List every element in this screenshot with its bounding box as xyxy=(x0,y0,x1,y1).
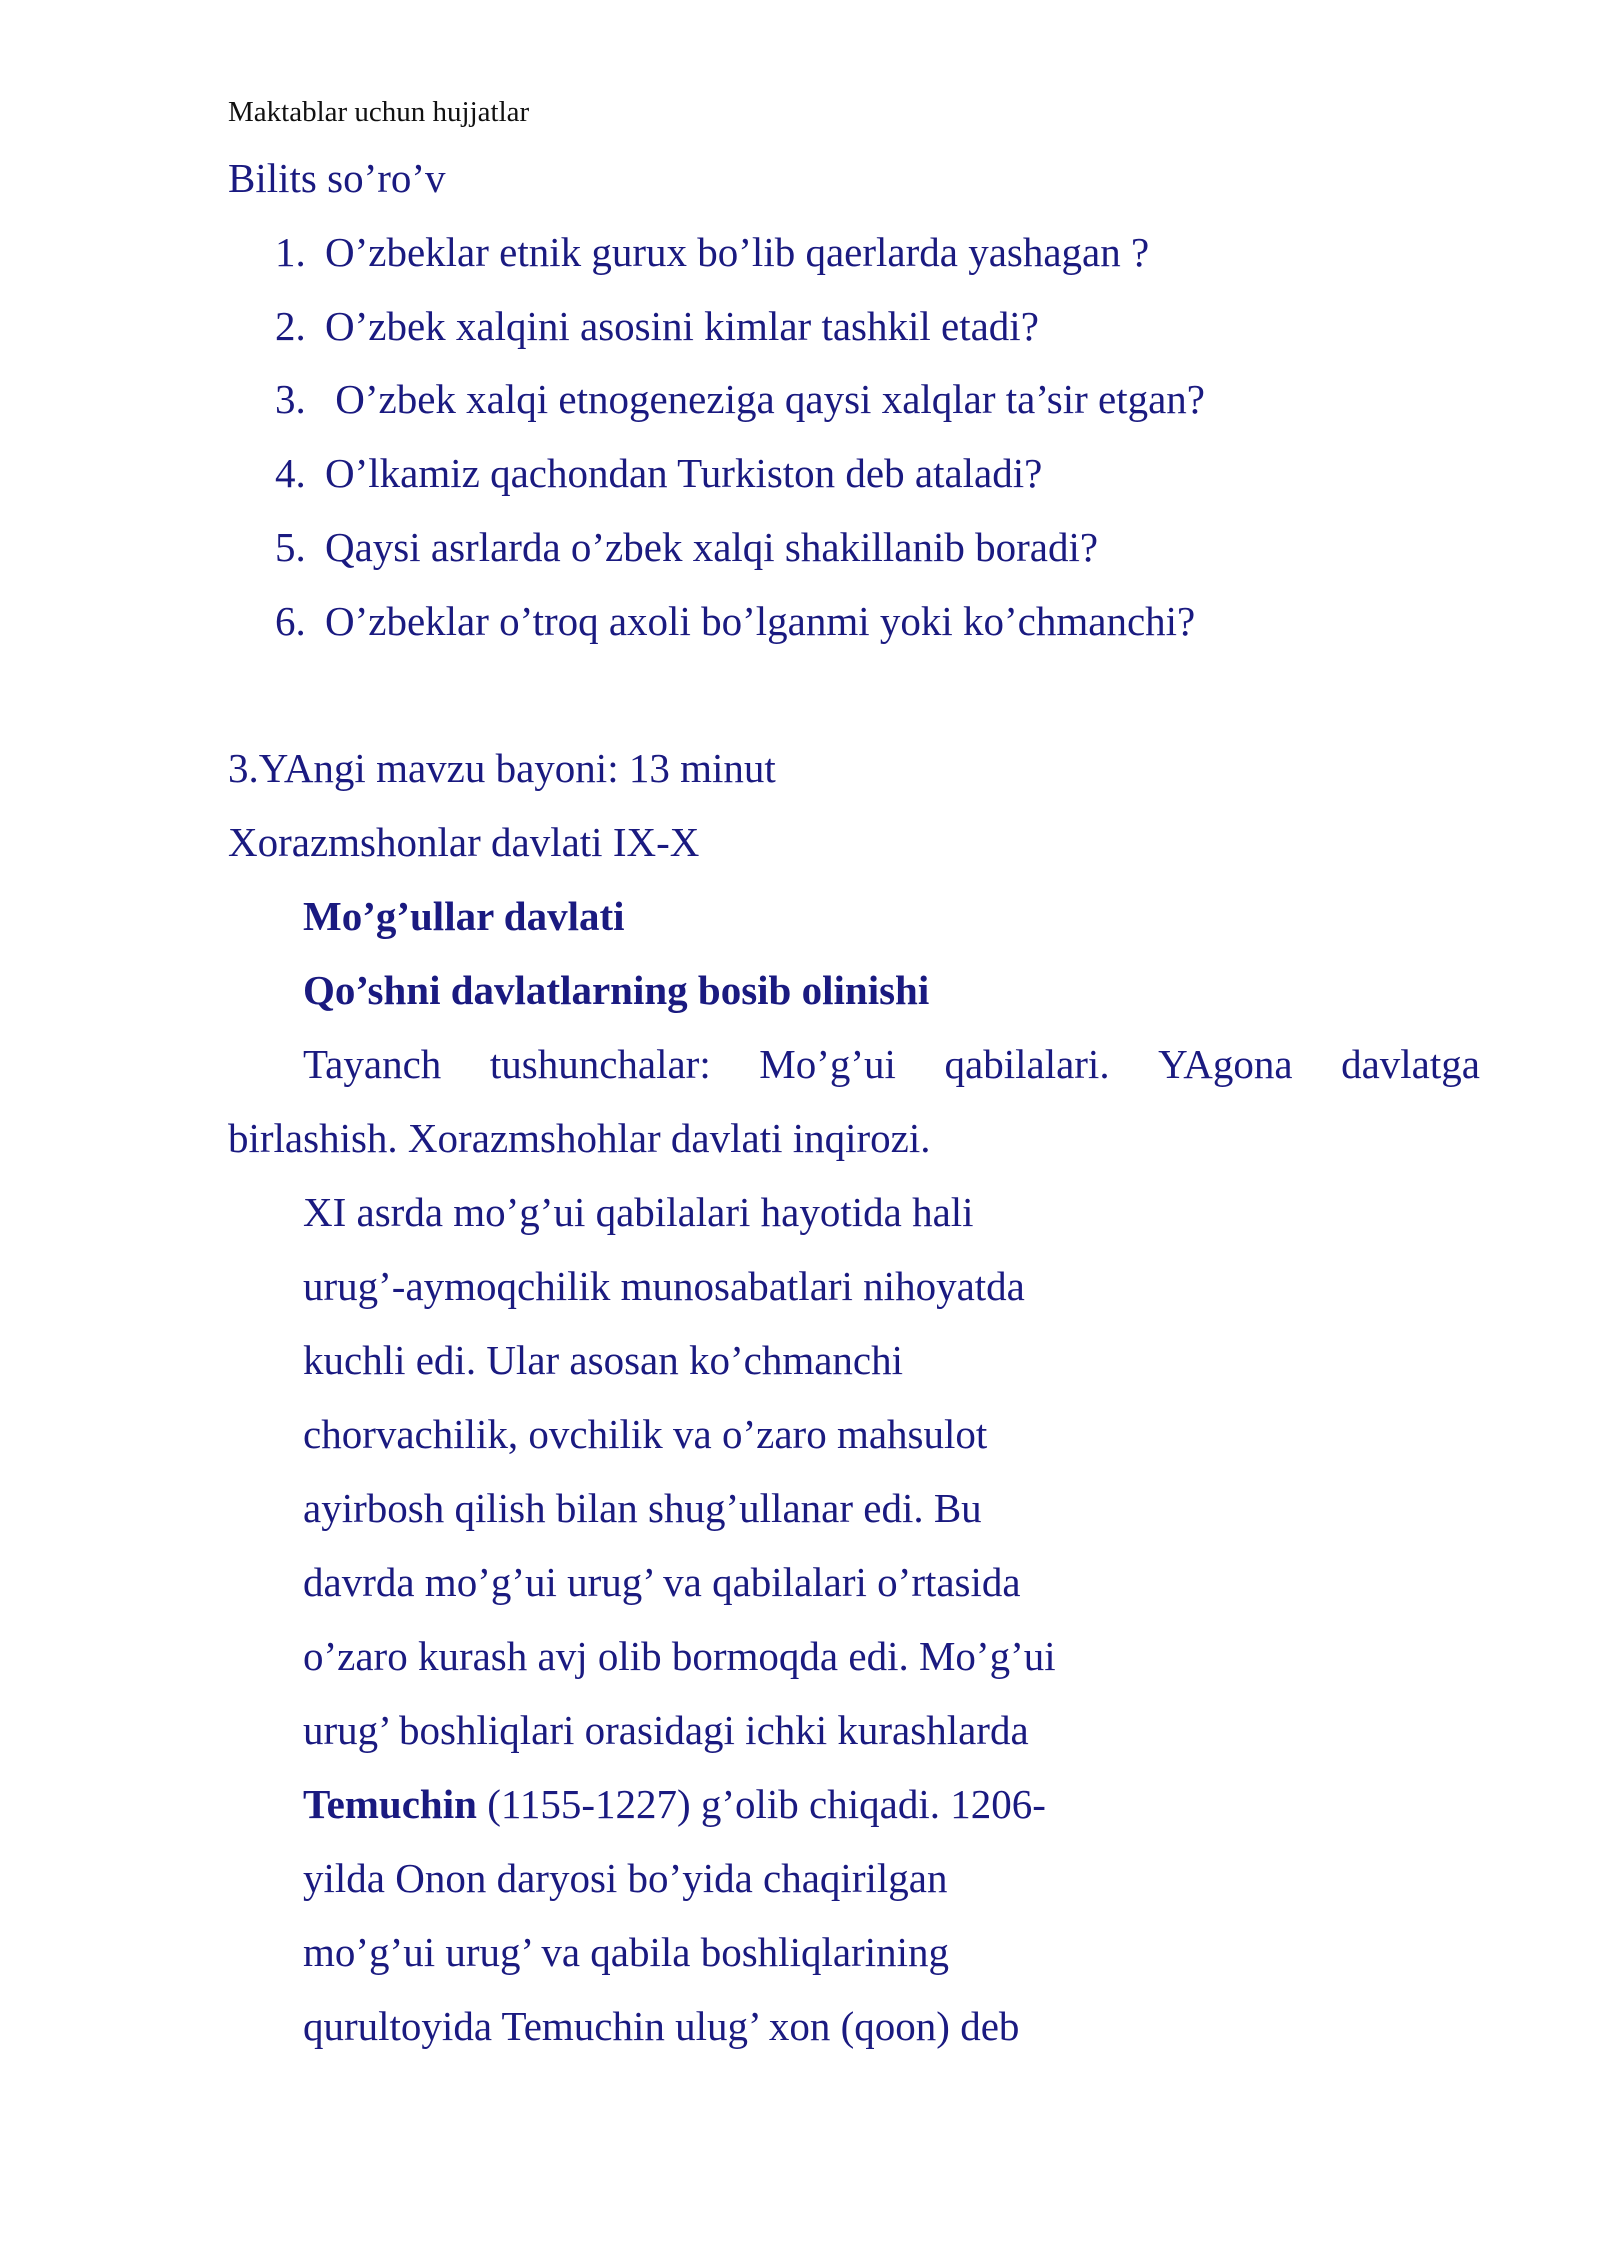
temuchin-name: Temuchin xyxy=(303,1781,477,1827)
question-2 xyxy=(275,302,1039,350)
question-number: 2. xyxy=(275,303,306,349)
section-heading-neighbor-conquest: Qo’shni davlatlarning bosib olinishi xyxy=(303,967,930,1013)
question-text: O’zbek xalqini asosini kimlar tashkil etadi? xyxy=(325,303,1039,349)
question-text: O’zbeklar o’troq axoli bo’lganmi yoki ko’chmanchi? xyxy=(325,598,1196,644)
question-number: 4. xyxy=(275,450,306,496)
question-text: O’lkamiz qachondan Turkiston deb ataladi? xyxy=(325,450,1043,496)
header-note: Maktablar uchun hujjatlar xyxy=(228,96,530,128)
question-text: O’zbek xalqi etnogeneziga qaysi xalqlar ta’sir etgan? xyxy=(325,376,1205,422)
survey-title: Bilits so’ro’v xyxy=(228,155,446,201)
key-concepts-word: davlatga xyxy=(1341,1041,1480,1087)
key-concepts-word: Mo’g’ui xyxy=(759,1041,896,1087)
paragraph-line: davrda mo’g’ui urug’ va qabilalari o’rtasida xyxy=(303,1559,1021,1605)
paragraph-line: kuchli edi. Ular asosan ko’chmanchi xyxy=(303,1337,904,1383)
question-number: 3. xyxy=(275,376,306,422)
key-concepts-word: YAgona xyxy=(1158,1041,1293,1087)
paragraph-line: urug’-aymoqchilik munosabatlari nihoyatda xyxy=(303,1263,1025,1309)
question-1 xyxy=(275,228,1149,276)
key-concepts-word: qabilalari. xyxy=(944,1041,1110,1087)
key-concepts-line xyxy=(303,1040,1480,1088)
temuchin-line xyxy=(303,1780,1046,1828)
section-heading-mongol-state: Mo’g’ullar davlati xyxy=(303,893,625,939)
paragraph-line: mo’g’ui urug’ va qabila boshliqlarining xyxy=(303,1929,949,1975)
paragraph-line: o’zaro kurash avj olib bormoqda edi. Mo’g’ui xyxy=(303,1633,1056,1679)
question-number: 5. xyxy=(275,524,306,570)
paragraph-line: urug’ boshliqlari orasidagi ichki kurashlarda xyxy=(303,1707,1029,1753)
question-4 xyxy=(275,449,1042,497)
paragraph-line: ayirbosh qilish bilan shug’ullanar edi. Bu xyxy=(303,1485,982,1531)
paragraph-line: yilda Onon daryosi bo’yida chaqirilgan xyxy=(303,1855,948,1901)
temuchin-rest: (1155-1227) g’olib chiqadi. 1206- xyxy=(476,1781,1046,1827)
key-concepts-word: tushunchalar: xyxy=(489,1041,711,1087)
question-text: O’zbeklar etnik gurux bo’lib qaerlarda yashagan ? xyxy=(325,229,1150,275)
question-3 xyxy=(275,375,1205,423)
state-line: Xorazmshonlar davlati IX-X xyxy=(228,819,700,865)
question-6 xyxy=(275,597,1195,645)
paragraph-line: chorvachilik, ovchilik va o’zaro mahsulot xyxy=(303,1411,988,1457)
paragraph-line: qurultoyida Temuchin ulug’ xon (qoon) deb xyxy=(303,2003,1020,2049)
question-5 xyxy=(275,523,1098,571)
paragraph-line: XI asrda mo’g’ui qabilalari hayotida hali xyxy=(303,1189,974,1235)
key-concepts-word: Tayanch xyxy=(303,1041,442,1087)
question-number: 6. xyxy=(275,598,306,644)
key-concepts-continuation: birlashish. Xorazmshohlar davlati inqirozi. xyxy=(228,1115,931,1161)
question-text: Qaysi asrlarda o’zbek xalqi shakillanib boradi? xyxy=(325,524,1099,570)
new-topic-line: 3.YAngi mavzu bayoni: 13 minut xyxy=(228,745,776,791)
question-number: 1. xyxy=(275,229,306,275)
